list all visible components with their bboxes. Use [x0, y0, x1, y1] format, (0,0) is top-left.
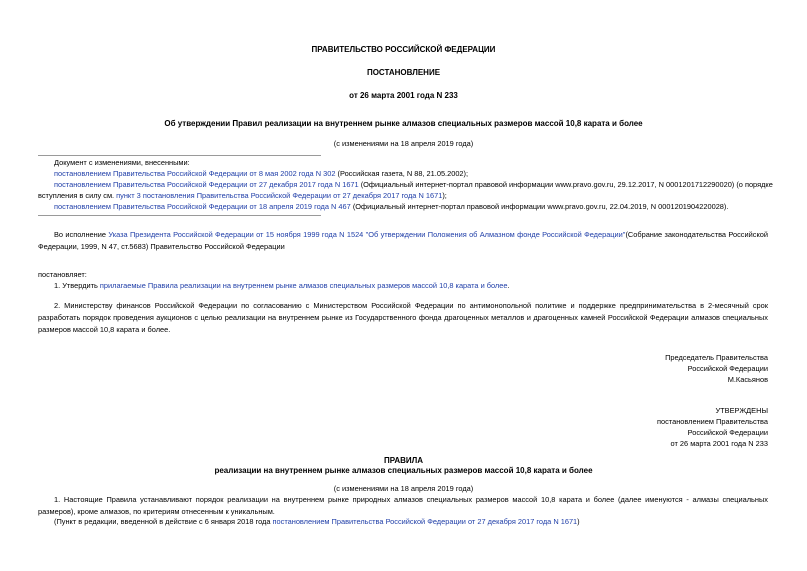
document-date-number: от 26 марта 2001 года N 233	[349, 91, 458, 100]
divider-bottom	[38, 215, 321, 216]
rules-link[interactable]: прилагаемые Правила реализации на внутреннем рынке алмазов специальных размеров массой 10,8 карата и более	[99, 281, 508, 290]
divider-top	[38, 155, 321, 156]
approved-date: от 26 марта 2001 года N 233	[670, 439, 768, 448]
approved-by: постановлением Правительства	[657, 417, 768, 426]
approved-org: Российской Федерации	[687, 428, 768, 437]
note-suffix: )	[577, 517, 580, 526]
change-details: (Официальный интернет-портал правовой информации www.pravo.gov.ru, 29.12.2017, N 0001201712290020) (о порядке	[358, 180, 773, 189]
amendment-note: (с изменениями на 18 апреля 2019 года)	[333, 139, 474, 148]
note-prefix: (Пункт в редакции, введенной в действие с 6 января 2018 года	[54, 517, 273, 526]
government-title: ПРАВИТЕЛЬСТВО РОССИЙСКОЙ ФЕДЕРАЦИИ	[311, 45, 496, 54]
decree-link[interactable]: Указа Президента Российской Федерации от 15 ноября 1999 года N 1524 "Об утверждении Положения об Алмазном фонде Российской Федерации"	[108, 230, 626, 239]
preamble-paragraph	[38, 229, 768, 253]
point-2: 2. Министерству финансов Российской Федерации по согласованию с Министерством Российской Федерации по антимонопольной политике и поддержке предпринимательства в 2-месячный срок разработать порядок проведения аукционов с целью реализации на внутреннем рынке из Государственного фонда драгоценных металлов и драгоценных камней Российской Федерации алмазов специальных размеров массой 10,8 карата и более.	[38, 301, 768, 334]
preamble-prefix: Во исполнение	[54, 230, 109, 239]
change-link[interactable]: постановлением Правительства Российской Федерации от 18 апреля 2019 года N 467	[54, 202, 351, 211]
change-details: (Российская газета, N 88, 21.05.2002);	[335, 169, 469, 178]
rules-point-1-note	[54, 516, 580, 528]
preamble-details: (Собрание законодательства Российской Федерации, 1999, N 47, ст.5683) Правительство Российской Федерации	[38, 230, 768, 251]
approved-label: УТВЕРЖДЕНЫ	[715, 406, 768, 415]
point-1-suffix: .	[507, 281, 510, 290]
document-title: Об утверждении Правил реализации на внутреннем рынке алмазов специальных размеров массой 10,8 карата и более	[164, 119, 643, 128]
signature-position: Председатель Правительства	[665, 353, 768, 362]
changes-intro: Документ с изменениями, внесенными:	[54, 158, 190, 167]
signature-org: Российской Федерации	[687, 364, 768, 373]
point-1-prefix: 1. Утвердить	[54, 281, 100, 290]
change-link[interactable]: постановлением Правительства Российской Федерации от 27 декабря 2017 года N 1671	[54, 180, 359, 189]
change-link[interactable]: постановлением Правительства Российской Федерации от 8 мая 2002 года N 302	[54, 169, 336, 178]
rules-point-1: 1. Настоящие Правила устанавливают порядок реализации на внутреннем рынке природных алмазов специальных размеров массой 10,8 карата и более (далее именуются - алмазы специальных размеров), кроме алмазов, по критериям отнесенным к уникальным.	[38, 495, 768, 516]
rules-subheading: реализации на внутреннем рынке алмазов специальных размеров массой 10,8 карата и более	[214, 466, 593, 475]
change-item	[54, 201, 728, 213]
note-link[interactable]: постановлением Правительства Российской Федерации от 27 декабря 2017 года N 1671	[272, 517, 578, 526]
rules-heading: ПРАВИЛА	[383, 456, 424, 465]
signature-name: М.Касьянов	[727, 375, 768, 384]
point-1	[54, 280, 510, 292]
rules-amendment-note: (с изменениями на 18 апреля 2019 года)	[333, 484, 474, 493]
change-details: (Официальный интернет-портал правовой информации www.pravo.gov.ru, 22.04.2019, N 0001201904220028).	[350, 202, 729, 211]
change-link[interactable]: пункт 3 постановления Правительства Российской Федерации от 27 декабря 2017 года N 1671	[116, 191, 443, 200]
change-prefix: вступления в силу см.	[38, 191, 117, 200]
decides-label: постановляет:	[38, 270, 87, 279]
change-details: );	[442, 191, 447, 200]
document-type: ПОСТАНОВЛЕНИЕ	[366, 68, 441, 77]
